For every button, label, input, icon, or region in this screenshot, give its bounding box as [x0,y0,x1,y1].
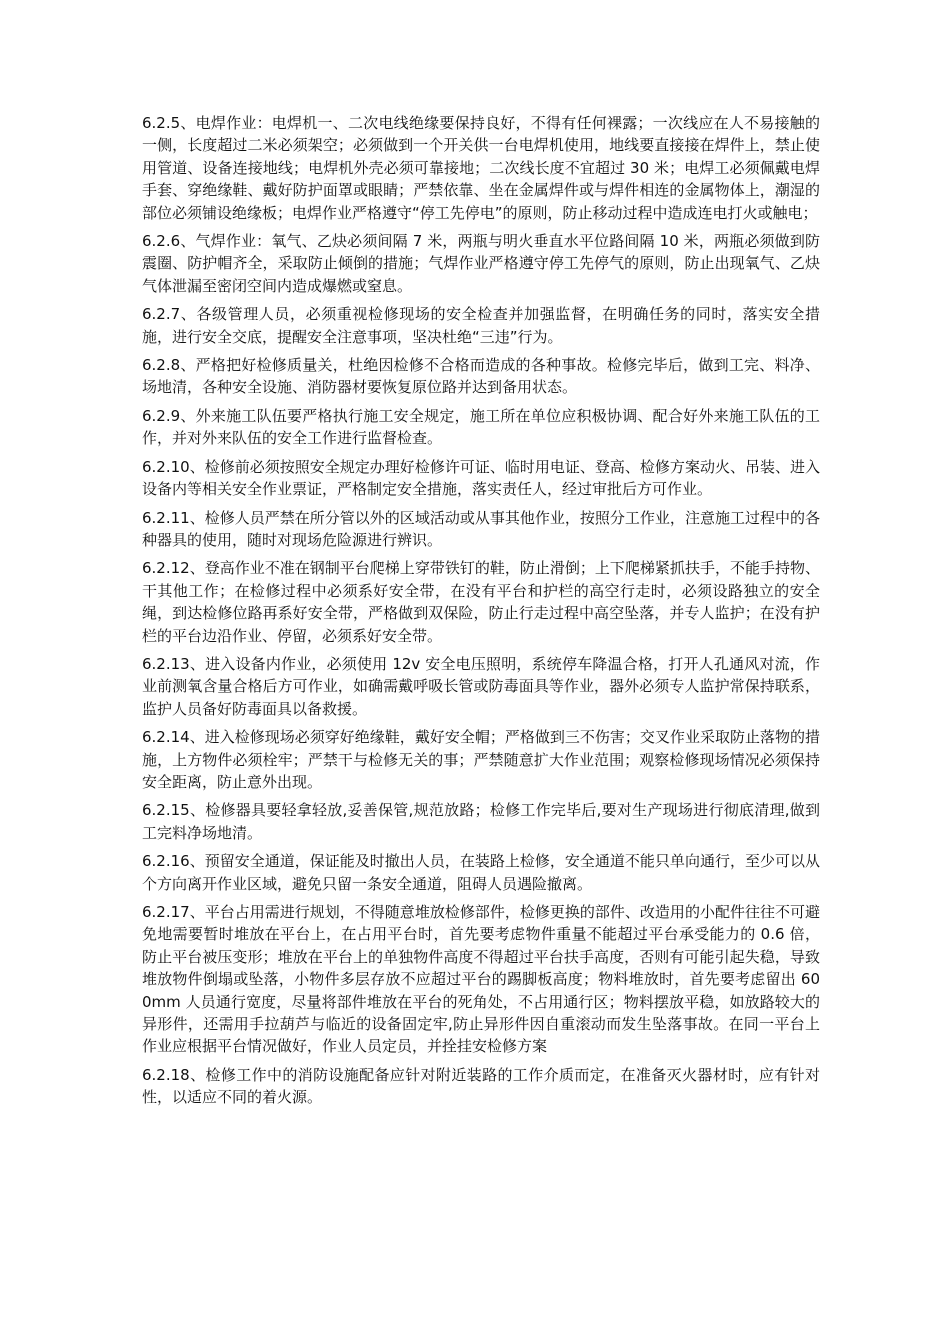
paragraph-6-2-6: 6.2.6、气焊作业：氧气、乙炔必须间隔 7 米，两瓶与明火垂直水平位路间隔 10 米，两瓶必须做到防震圈、防护帽齐全，采取防止倾倒的措施；气焊作业严格遵守停工先停气的原则，防止出现氧气、乙炔气体泄漏至密闭空间内造成爆燃或窒息。 [142,232,820,295]
paragraph-6-2-15: 6.2.15、检修器具要轻拿轻放,妥善保管,规范放路；检修工作完毕后,要对生产现场进行彻底清理,做到工完料净场地清。 [142,801,820,842]
paragraph-6-2-17: 6.2.17、平台占用需进行规划，不得随意堆放检修部件，检修更换的部件、改造用的小配件往往不可避免地需要暂时堆放在平台上，在占用平台时，首先要考虑物件重量不能超过平台承受能力的 0.6 倍，防止平台被压变形；堆放在平台上的单独物件高度不得超过平台扶手高度，否则有可能引起失稳，导致堆放物件倒塌或坠落，小物件多层存放不应超过平台的踢脚板高度；物料堆放时，首先要考虑留出 600mm 人员通行宽度，尽量将部件堆放在平台的死角处，不占用通行区；物料摆放平稳，如放路较大的异形件，还需用手拉葫芦与临近的设备固定牢,防止异形件因自重滚动而发生坠落事故。在同一平台上作业应根据平台情况做好，作业人员定员，并拴挂安检修方案 [142,903,820,1056]
paragraph-6-2-8: 6.2.8、严格把好检修质量关，杜绝因检修不合格而造成的各种事故。检修完毕后，做到工完、料净、场地清，各种安全设施、消防器材要恢复原位路并达到备用状态。 [142,356,820,397]
paragraph-6-2-5: 6.2.5、电焊作业：电焊机一、二次电线绝缘要保持良好，不得有任何裸露；一次线应在人不易接触的一侧，长度超过二米必须架空；必须做到一个开关供一台电焊机使用，地线要直接接在焊件上，禁止使用管道、设备连接地线；电焊机外壳必须可靠接地；二次线长度不宜超过 30 米；电焊工必须佩戴电焊手套、穿绝缘鞋、戴好防护面罩或眼睛；严禁依靠、坐在金属焊件或与焊件相连的金属物体上，潮湿的部位必须铺设绝缘板；电焊作业严格遵守“停工先停电”的原则，防止移动过程中造成连电打火或触电； [142,114,820,222]
paragraph-6-2-18: 6.2.18、检修工作中的消防设施配备应针对附近装路的工作介质而定，在准备灭火器材时，应有针对性，以适应不同的着火源。 [142,1065,820,1107]
paragraph-6-2-16: 6.2.16、预留安全通道，保证能及时撤出人员，在装路上检修，安全通道不能只单向通行，至少可以从个方向离开作业区域，避免只留一条安全通道，阻碍人员遇险撤离。 [142,852,820,893]
paragraph-6-2-9: 6.2.9、外来施工队伍要严格执行施工安全规定，施工所在单位应积极协调、配合好外来施工队伍的工作，并对外来队伍的安全工作进行监督检查。 [142,406,820,448]
paragraph-6-2-14: 6.2.14、进入检修现场必须穿好绝缘鞋，戴好安全帽；严格做到三不伤害；交叉作业采取防止落物的措施，上方物件必须栓牢；严禁干与检修无关的事；严禁随意扩大作业范围；观察检修现场情况必须保持安全距离，防止意外出现。 [142,728,820,791]
document-body [142,112,820,1115]
paragraph-6-2-7: 6.2.7、各级管理人员，必须重视检修现场的安全检查并加强监督，在明确任务的同时，落实安全措施，进行安全交底，提醒安全注意事项，坚决杜绝“三违”行为。 [142,305,820,346]
paragraph-6-2-12: 6.2.12、登高作业不准在钢制平台爬梯上穿带铁钉的鞋，防止滑倒；上下爬梯紧抓扶手，不能手持物、干其他工作；在检修过程中必须系好安全带，在没有平台和护栏的高空行走时，必须设路独立的安全绳，到达检修位路再系好安全带，严格做到双保险，防止行走过程中高空坠落，并专人监护；在没有护栏的平台边沿作业、停留，必须系好安全带。 [142,559,820,645]
paragraph-6-2-13: 6.2.13、进入设备内作业，必须使用 12v 安全电压照明，系统停车降温合格，打开人孔通风对流，作业前测氧含量合格后方可作业，如确需戴呼吸长管或防毒面具等作业，器外必须专人监护常保持联系，监护人员备好防毒面具以备救援。 [142,654,820,718]
paragraph-6-2-11: 6.2.11、检修人员严禁在所分管以外的区域活动或从事其他作业，按照分工作业，注意施工过程中的各种器具的使用，随时对现场危险源进行辨识。 [142,508,820,549]
paragraph-6-2-10: 6.2.10、检修前必须按照安全规定办理好检修许可证、临时用电证、登高、检修方案动火、吊装、进入设备内等相关安全作业票证，严格制定安全措施，落实责任人，经过审批后方可作业。 [142,457,820,499]
